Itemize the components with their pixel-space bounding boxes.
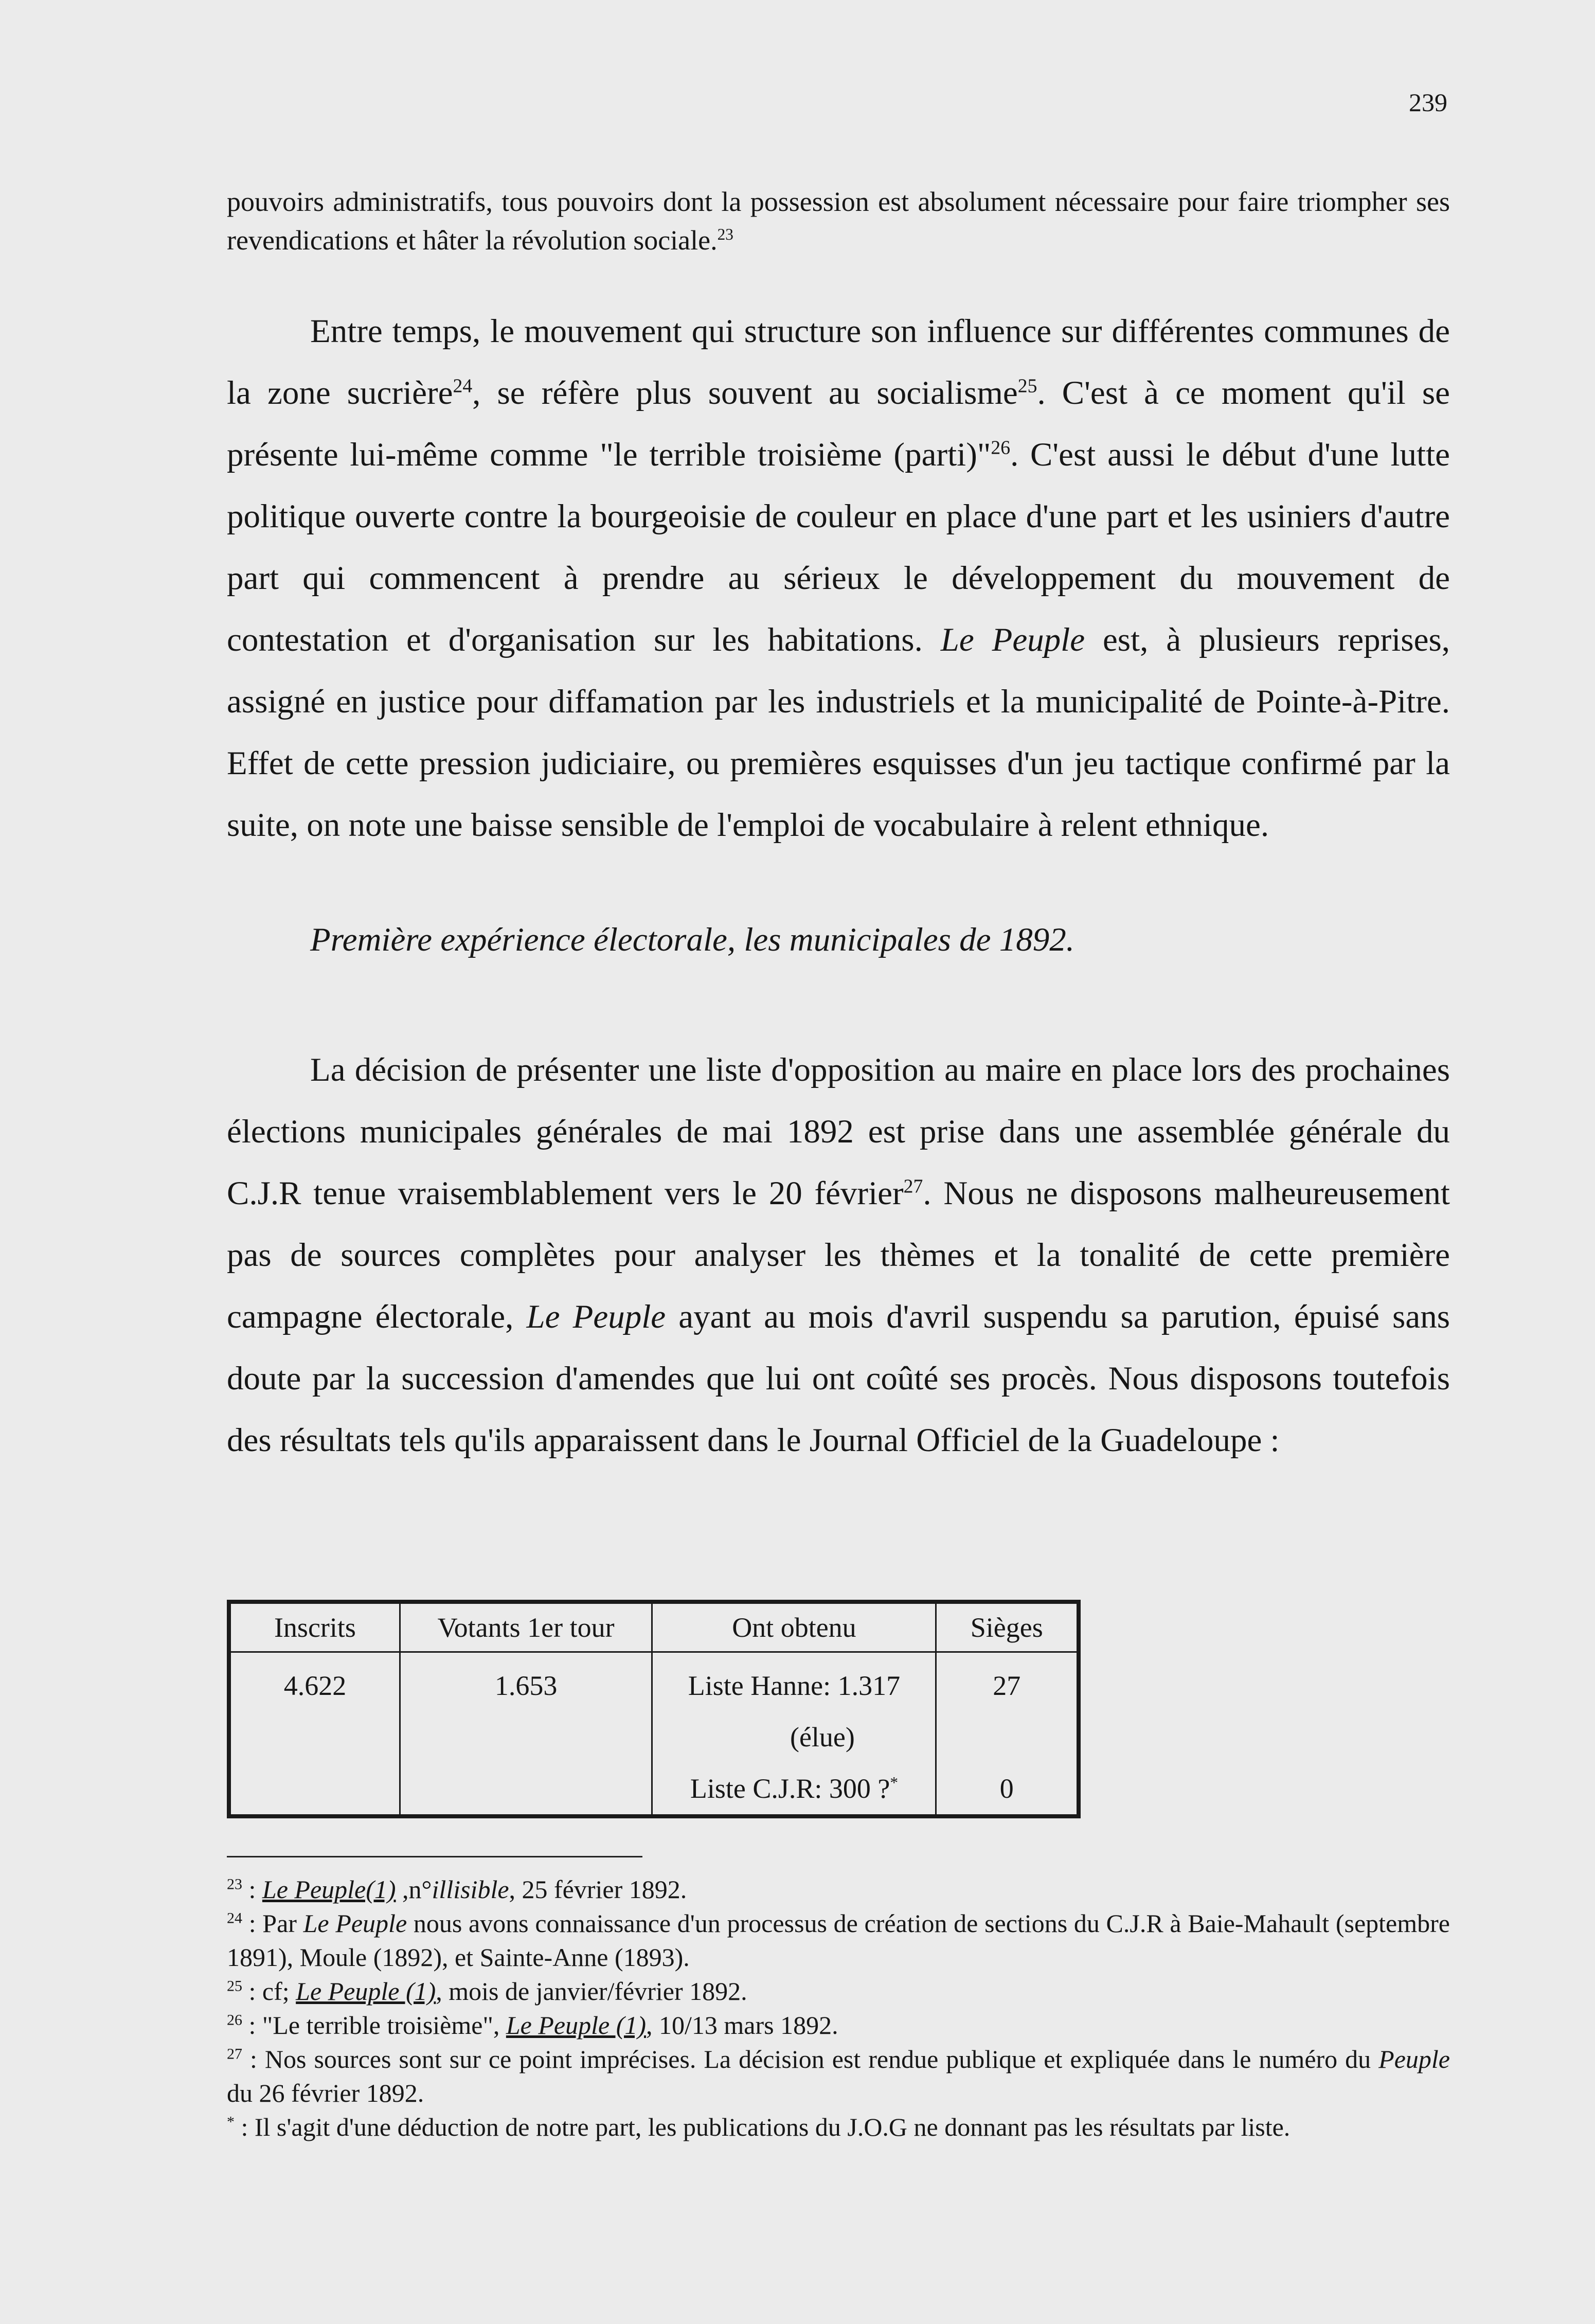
list-hanne: Liste Hanne: 1.317 <box>688 1670 901 1701</box>
footnote-27 <box>227 2042 1450 2110</box>
para1-text-3: . C'est à ce moment qu'il se présente lui-même comme "le terrible troisième (parti)" <box>227 374 1450 473</box>
footnote-text: : Nos sources sont sur ce point imprécises. La décision est rendue publique et expliquée dans le numéro du <box>242 2045 1379 2073</box>
quote-text: pouvoirs administratifs, tous pouvoirs dont la possession est absolument nécessaire pour faire triompher ses revendications et hâter la révolution sociale. <box>227 186 1450 256</box>
footnote-text: ,n° <box>396 1875 432 1904</box>
footnote-25 <box>227 1974 1450 2008</box>
seats-hanne: 27 <box>993 1670 1021 1701</box>
para2-text-2: . Nous ne disposons malheureusement pas de sources complètes pour analyser les thèmes et la tonalité de cette première campagne électorale, <box>227 1175 1450 1335</box>
footnote-text: : Il s'agit d'une déduction de notre part, les publications du J.O.G ne donnant pas les résultats par liste. <box>235 2113 1291 2141</box>
table-header-row <box>229 1602 1079 1652</box>
footnotes <box>227 1872 1450 2144</box>
quotation <box>227 183 1450 260</box>
footnote-number: 23 <box>227 1875 242 1893</box>
footnote-italic: Le Peuple <box>303 1909 407 1938</box>
list-hanne-note: (élue) <box>790 1722 855 1753</box>
asterisk-ref: * <box>890 1774 898 1792</box>
paragraph-1 <box>227 300 1450 856</box>
footnote-ref-27: 27 <box>903 1175 923 1197</box>
footnote-asterisk <box>227 2110 1450 2144</box>
footnote-text: : cf; <box>242 1977 296 2006</box>
cell-ont-obtenu <box>652 1652 936 1817</box>
footnote-number: 26 <box>227 2011 242 2029</box>
header-sieges: Sièges <box>936 1602 1079 1652</box>
para2-text-1: La décision de présenter une liste d'opposition au maire en place lors des prochaines élections municipales générales de mai 1892 est prise dans une assemblée générale du C.J.R tenue vraisemblablement vers le 20 février <box>227 1051 1450 1212</box>
footnote-text: , 25 février 1892. <box>509 1875 687 1904</box>
seats-spacer <box>942 1711 1071 1763</box>
seats-cjr: 0 <box>999 1773 1014 1804</box>
footnote-number: 24 <box>227 1909 242 1927</box>
para1-text-2: , se réfère plus souvent au socialisme <box>472 374 1018 412</box>
source-reference: Le Peuple (1) <box>506 2011 646 2040</box>
footnote-number: * <box>227 2113 235 2131</box>
footnote-text: , 10/13 mars 1892. <box>646 2011 838 2040</box>
footnote-ref-25: 25 <box>1017 375 1037 397</box>
footnote-ref-26: 26 <box>991 437 1011 459</box>
section-heading: Première expérience électorale, les municipales de 1892. <box>310 921 1075 958</box>
para1-text-4: . C'est aussi le début d'une lutte politique ouverte contre la bourgeoisie de couleur en place d'une part et les usiniers d'autre part qui commencent à prendre au sérieux le développement du mouvement de contestation et d'organisation sur les habitations. <box>227 436 1450 658</box>
list-cjr <box>658 1763 930 1814</box>
header-votants: Votants 1er tour <box>400 1602 652 1652</box>
footnote-text: du 26 février 1892. <box>227 2079 424 2107</box>
cell-votants: 1.653 <box>400 1652 652 1817</box>
footnote-ref-24: 24 <box>453 375 473 397</box>
footnote-italic: illisible <box>432 1875 509 1904</box>
footnote-number: 25 <box>227 1977 242 1995</box>
footnote-text: : <box>242 1875 262 1904</box>
table-row <box>229 1652 1079 1817</box>
footnote-24 <box>227 1906 1450 1974</box>
para1-text-5: est, à plusieurs reprises, assigné en justice pour diffamation par les industriels et la municipalité de Pointe-à-Pitre. Effet de cette pression judiciaire, ou premières esquisses d'un jeu tactique confirmé par la suite, on note une baisse sensible de l'emploi de vocabulaire à relent ethnique. <box>227 621 1450 844</box>
para2-text-3: ayant au mois d'avril suspendu sa parution, épuisé sans doute par la succession d'amendes que lui ont coûté ses procès. Nous disposons toutefois des résultats tels qu'ils apparaissent dans le Journal Officiel de la Guadeloupe : <box>227 1298 1450 1459</box>
header-ont-obtenu: Ont obtenu <box>652 1602 936 1652</box>
para1-text-1: Entre temps, le mouvement qui structure son influence sur différentes communes de la zone sucrière <box>227 313 1450 412</box>
footnote-26 <box>227 2008 1450 2042</box>
header-inscrits: Inscrits <box>229 1602 400 1652</box>
source-reference: Le Peuple (1) <box>296 1977 436 2006</box>
footnote-23 <box>227 1872 1450 1906</box>
footnote-ref-23: 23 <box>717 225 733 243</box>
footnote-italic: Peuple <box>1378 2045 1450 2073</box>
journal-title: Le Peuple <box>940 621 1085 658</box>
footnote-text: : Par <box>242 1909 303 1938</box>
page-number: 239 <box>1409 88 1447 117</box>
list-cjr-text: Liste C.J.R: 300 ? <box>690 1773 890 1804</box>
footnote-text: , mois de janvier/février 1892. <box>436 1977 747 2006</box>
footnote-text: nous avons connaissance d'un processus de création de sections du C.J.R à Baie-Mahault (septembre 1891), Moule (1892), et Sainte-Anne (1893). <box>227 1909 1450 1972</box>
source-reference: Le Peuple(1) <box>262 1875 396 1904</box>
cell-sieges <box>936 1652 1079 1817</box>
footnote-text: : "Le terrible troisième", <box>242 2011 506 2040</box>
paragraph-2 <box>227 1039 1450 1471</box>
journal-title: Le Peuple <box>526 1298 666 1335</box>
footnote-number: 27 <box>227 2045 242 2063</box>
cell-inscrits: 4.622 <box>229 1652 400 1817</box>
results-table <box>227 1600 1081 1818</box>
footnote-separator <box>227 1856 642 1857</box>
